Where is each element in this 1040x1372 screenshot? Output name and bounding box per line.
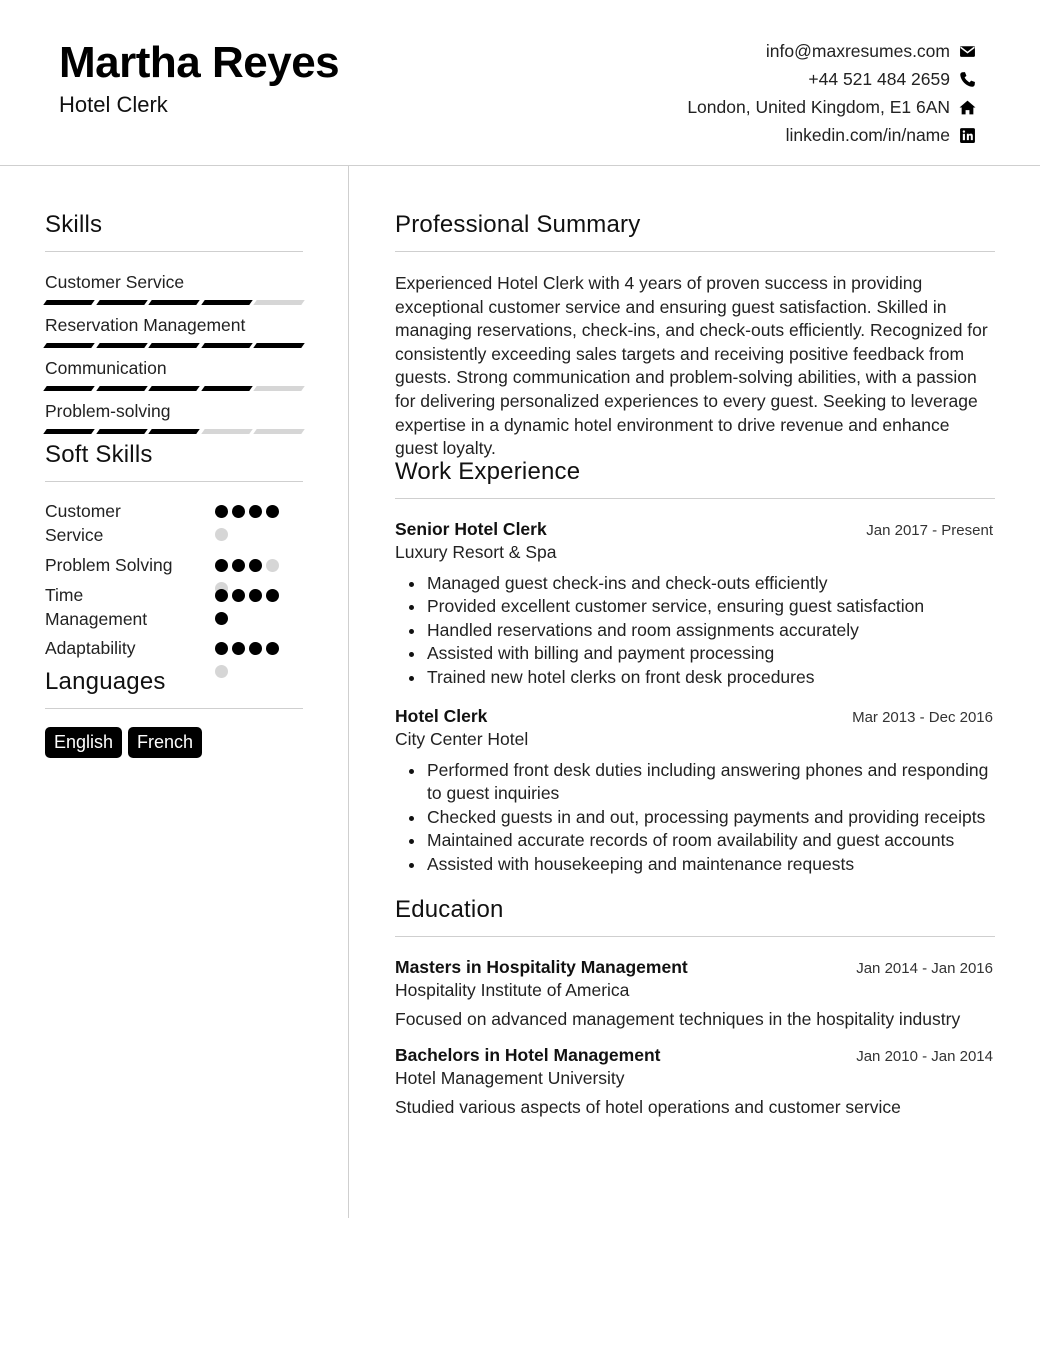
contact-phone[interactable]: [687, 65, 976, 93]
divider: [45, 481, 303, 482]
skill-name: Reservation Management: [45, 315, 246, 335]
education-entry: [395, 1045, 995, 1118]
job-duty: Handled reservations and room assignments accurately: [395, 619, 995, 642]
contact-linkedin-text[interactable]: linkedin.com/in/name: [785, 124, 950, 145]
divider: [395, 936, 995, 937]
skill-segment: [201, 386, 252, 391]
job-duty: Maintained accurate records of room availability and guest accounts: [395, 829, 995, 852]
skill-segment: [96, 386, 147, 391]
skill-segment: [96, 300, 147, 305]
level-dot: [249, 589, 262, 602]
soft-skill-name: Time Management: [45, 585, 148, 629]
job-duty: Assisted with housekeeping and maintenance requests: [395, 853, 995, 876]
skill-segment: [254, 343, 305, 348]
divider: [395, 251, 995, 252]
education-description: Focused on advanced management techniques in the hospitality industry: [395, 1009, 961, 1029]
education-entry: [395, 957, 995, 1030]
skill-level-bar: [45, 343, 303, 348]
soft-skill-item: [45, 553, 303, 583]
candidate-name: Martha Reyes: [59, 38, 340, 87]
level-dot: [266, 642, 279, 655]
level-dot: [232, 589, 245, 602]
skill-segment: [201, 343, 252, 348]
soft-skills-title: Soft Skills: [45, 441, 153, 468]
soft-skill-item: [45, 499, 303, 553]
level-dot: [215, 612, 228, 625]
skills-section: [45, 211, 303, 442]
education-description: Studied various aspects of hotel operations and customer service: [395, 1097, 901, 1117]
level-dot: [215, 589, 228, 602]
language-tag: French: [128, 727, 202, 758]
job-title: Senior Hotel Clerk: [395, 519, 547, 539]
level-dot: [266, 589, 279, 602]
skill-segment: [43, 386, 94, 391]
job-duty: Assisted with billing and payment processing: [395, 642, 995, 665]
skill-segment: [148, 429, 199, 434]
level-dot: [266, 505, 279, 518]
education-title: Education: [395, 896, 504, 923]
skill-segment: [201, 429, 252, 434]
languages-title: Languages: [45, 668, 166, 695]
education-date: Jan 2010 - Jan 2014: [856, 1048, 993, 1065]
contact-email-text[interactable]: info@maxresumes.com: [765, 40, 950, 61]
soft-skill-name: Customer Service: [45, 501, 121, 545]
degree-title: Masters in Hospitality Management: [395, 957, 688, 977]
level-dot: [232, 559, 245, 572]
job-organization: Luxury Resort & Spa: [395, 542, 557, 562]
skill-level-bar: [45, 300, 303, 305]
summary-text: Experienced Hotel Clerk with 4 years of proven success in providing exceptional customer service and ensuring guest satisfaction. Skilled in managing reservations, check-ins, and check-outs efficiently. Recognized for consistently exceeding sales targets and receiving positive feedback from guests. Strong communication and problem-solving abilities, with a passion for delivering personalized experiences to every guest. Seeking to leverage expertise in a dynamic hotel environment to drive revenue and enhance guest loyalty.: [395, 273, 988, 459]
languages-section: [45, 668, 303, 758]
job-date: Jan 2017 - Present: [866, 522, 993, 539]
skill-item: [45, 356, 303, 391]
work-section: [395, 458, 995, 876]
soft-skill-item: [45, 636, 303, 666]
contact-list: [687, 37, 976, 149]
soft-skill-name: Problem Solving: [45, 555, 173, 575]
skill-item: [45, 270, 303, 305]
skill-segment: [148, 300, 199, 305]
school-name: Hospitality Institute of America: [395, 980, 630, 1000]
skill-level-bar: [45, 386, 303, 391]
skills-title: Skills: [45, 211, 103, 238]
skill-segment: [254, 386, 305, 391]
degree-title: Bachelors in Hotel Management: [395, 1045, 661, 1065]
level-dot: [215, 528, 228, 541]
job-duty: Trained new hotel clerks on front desk procedures: [395, 666, 995, 689]
phone-icon: [958, 70, 976, 88]
job-date: Mar 2013 - Dec 2016: [852, 709, 993, 727]
skill-item: [45, 399, 303, 434]
job-entry: [395, 519, 995, 689]
skill-segment: [254, 300, 305, 305]
contact-phone-text[interactable]: +44 521 484 2659: [808, 68, 950, 89]
skill-segment: [96, 343, 147, 348]
skill-segment: [43, 429, 94, 434]
job-entry: [395, 706, 995, 876]
school-name: Hotel Management University: [395, 1068, 625, 1088]
skill-segment: [96, 429, 147, 434]
skill-name: Problem-solving: [45, 401, 171, 421]
level-dot: [266, 559, 279, 572]
job-duty: Performed front desk duties including answering phones and responding to guest inquiries: [395, 759, 995, 806]
job-duty: Provided excellent customer service, ensuring guest satisfaction: [395, 595, 995, 618]
skill-level-bar: [45, 429, 303, 434]
job-title: Hotel Clerk: [395, 706, 488, 727]
divider: [45, 708, 303, 709]
level-dot: [215, 559, 228, 572]
home-icon: [958, 98, 976, 116]
soft-skill-level: [215, 505, 295, 541]
resume-header: [0, 0, 1040, 166]
skill-segment: [201, 300, 252, 305]
job-duties: [395, 759, 995, 876]
summary-title: Professional Summary: [395, 211, 641, 238]
skill-name: Communication: [45, 358, 167, 378]
education-date: Jan 2014 - Jan 2016: [856, 960, 993, 977]
summary-section: [395, 211, 995, 461]
divider: [45, 251, 303, 252]
skill-item: [45, 313, 303, 348]
level-dot: [232, 642, 245, 655]
skill-name: Customer Service: [45, 272, 185, 292]
education-section: [395, 896, 995, 1118]
contact-email[interactable]: [687, 37, 976, 65]
skill-segment: [43, 300, 94, 305]
work-title: Work Experience: [395, 458, 581, 485]
soft-skill-level: [215, 589, 295, 625]
level-dot: [249, 559, 262, 572]
job-organization: City Center Hotel: [395, 729, 529, 750]
language-list: [45, 727, 303, 758]
language-tag: English: [45, 727, 122, 758]
level-dot: [232, 505, 245, 518]
contact-linkedin[interactable]: [687, 121, 976, 149]
skill-segment: [254, 429, 305, 434]
soft-skill-name: Adaptability: [45, 638, 136, 658]
linkedin-icon: [958, 126, 976, 144]
divider: [395, 498, 995, 499]
job-duty: Checked guests in and out, processing payments and providing receipts: [395, 806, 995, 829]
skill-segment: [148, 386, 199, 391]
level-dot: [215, 642, 228, 655]
level-dot: [249, 642, 262, 655]
contact-address-text: London, United Kingdom, E1 6AN: [687, 96, 950, 117]
soft-skill-item: [45, 583, 303, 637]
level-dot: [215, 505, 228, 518]
skill-segment: [43, 343, 94, 348]
skill-segment: [148, 343, 199, 348]
job-duty: Managed guest check-ins and check-outs efficiently: [395, 572, 995, 595]
contact-address: [687, 93, 976, 121]
sidebar: [0, 166, 349, 1218]
job-duties: [395, 572, 995, 689]
envelope-icon: [958, 42, 976, 60]
candidate-role: Hotel Clerk: [59, 92, 168, 117]
level-dot: [249, 505, 262, 518]
soft-skills-section: [45, 441, 303, 482]
